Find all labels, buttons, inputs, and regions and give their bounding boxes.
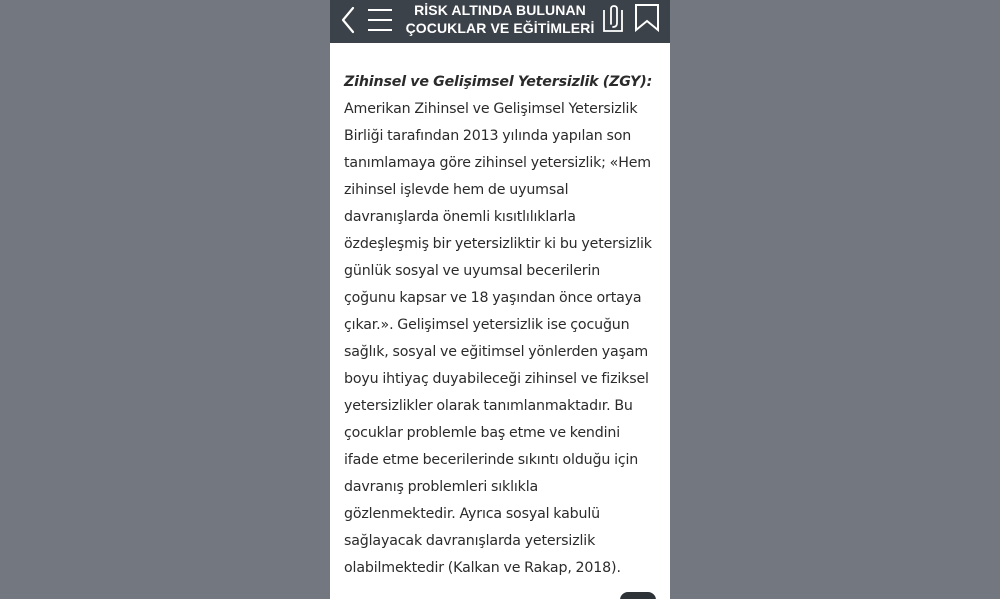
paragraph-line: çıkar.». Gelişimsel yetersizlik ise çocuğun [344,317,630,333]
book-title [400,1,600,37]
paragraph-line: Birliği tarafından 2013 yılında yapılan son [344,128,632,144]
bookmark-icon[interactable] [634,4,660,32]
paragraph-line: çocuklar problemle baş etme ve kendini [344,425,621,441]
article-body [344,69,662,582]
paragraph-line: özdeşleşmiş bir yetersizliktir ki bu yetersizlik [344,236,652,252]
section-heading: Zihinsel ve Gelişimsel Yetersizlik (ZGY): [344,74,653,90]
paragraph-line: günlük sosyal ve uyumsal becerilerin [344,263,601,279]
paragraph-line: olabilmektedir (Kalkan ve Rakap, 2018). [344,560,621,576]
paragraph-line: Amerikan Zihinsel ve Gelişimsel Yetersizlik [344,101,638,117]
paragraph-line: zihinsel işlevde hem de uyumsal [344,182,569,198]
paragraph-line: boyu ihtiyaç duyabileceği zihinsel ve fiziksel [344,371,649,387]
paragraph-line: tanımlamaya göre zihinsel yetersizlik; «Hem [344,155,651,171]
paragraph-line: çoğunu kapsar ve 18 yaşından önce ortaya [344,290,642,306]
back-icon[interactable] [338,4,358,36]
reader-screen [330,0,670,599]
top-bar [330,0,670,43]
book-title-line-2: ÇOCUKLAR VE EĞİTİMLERİ [405,20,595,36]
paragraph-line: yetersizlikler olarak tanımlanmaktadır. Bu [344,398,633,414]
paragraph-line: sağlayacak davranışlarda yetersizlik [344,533,596,549]
paragraph-line: davranışlarda önemli kısıtlılıklarla [344,209,576,225]
attachment-icon[interactable] [602,4,626,34]
paragraph-line: gözlenmektedir. Ayrıca sosyal kabulü [344,506,600,522]
paragraph-line: davranış problemleri sıklıkla [344,479,539,495]
paragraph-line: ifade etme becerilerinde sıkıntı olduğu için [344,452,639,468]
menu-icon[interactable] [366,6,394,34]
paragraph-line: sağlık, sosyal ve eğitimsel yönlerden yaşam [344,344,649,360]
floating-action-button[interactable] [620,592,656,599]
book-title-line-1: RİSK ALTINDA BULUNAN [414,2,586,18]
